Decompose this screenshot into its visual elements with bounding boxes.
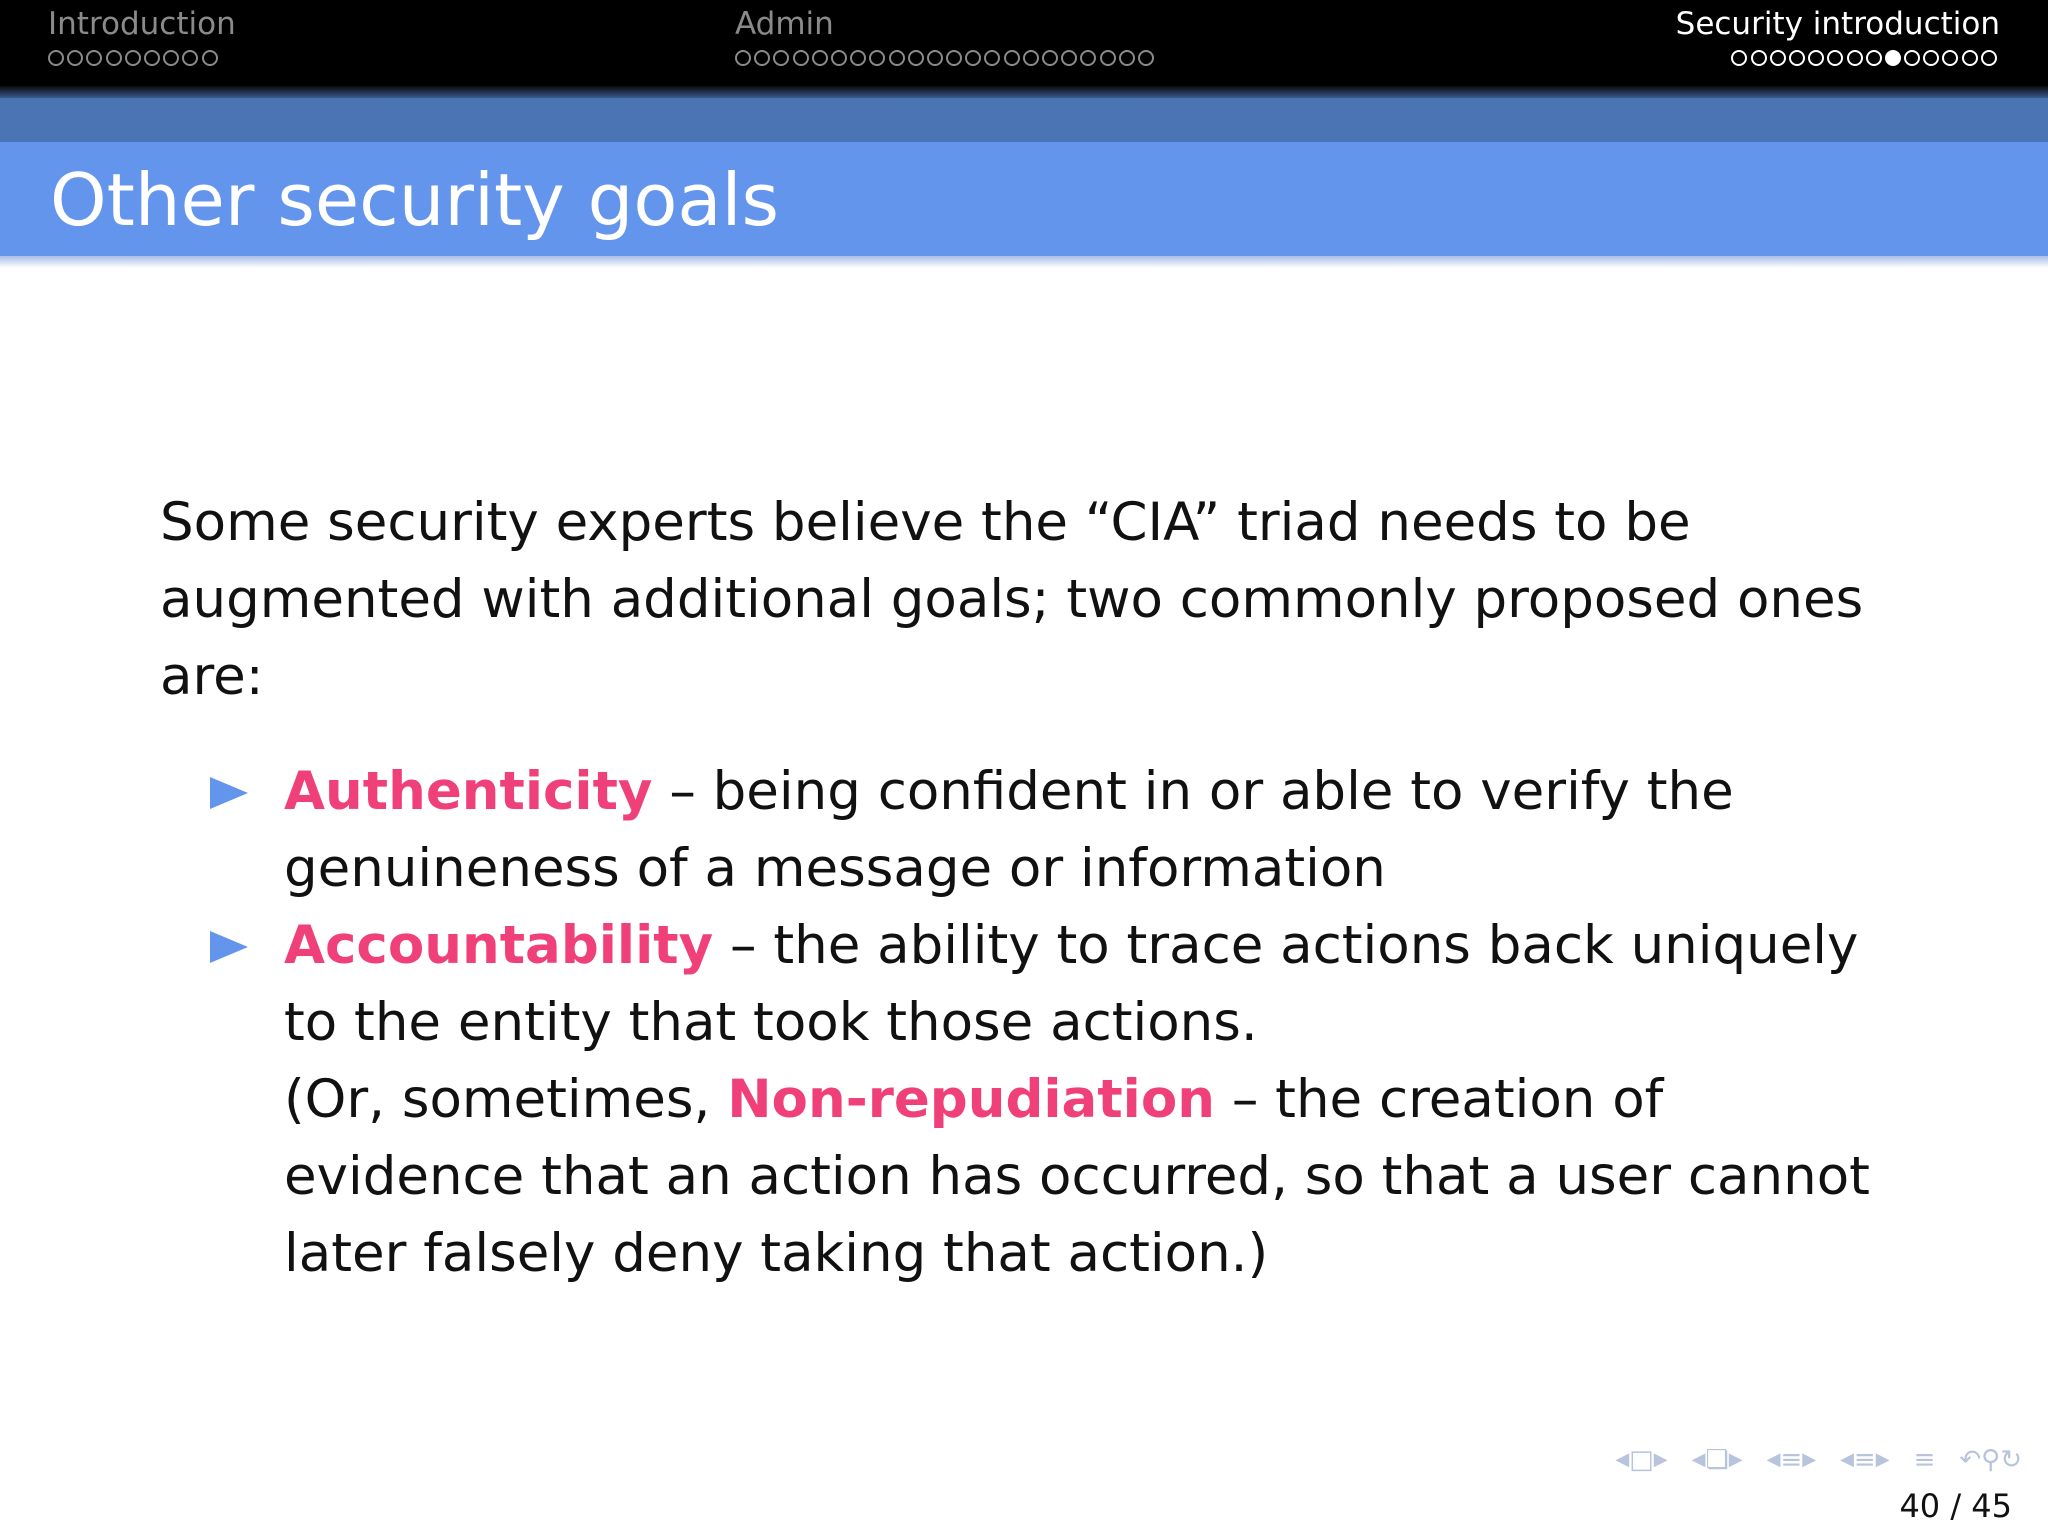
nav-dot[interactable] [1789,50,1805,66]
triangle-bullet-icon [210,777,248,809]
nav-progress-dots [1676,50,2000,70]
nav-section-introduction[interactable] [48,4,236,82]
list-item-authenticity [160,753,1920,907]
nav-dot[interactable] [1904,50,1920,66]
nav-dot[interactable] [125,50,141,66]
nav-dot[interactable] [869,50,885,66]
nav-dot[interactable] [735,50,751,66]
nav-dot[interactable] [1004,50,1020,66]
section-nav-icon[interactable]: ≡ [1853,1445,1876,1475]
term-accountability: Accountability [284,915,714,976]
slide-nav-icon[interactable]: □ [1629,1445,1654,1475]
nav-dot[interactable] [48,50,64,66]
slide-nav-group[interactable] [1615,1442,1667,1478]
nav-dot[interactable] [1923,50,1939,66]
nav-dot[interactable] [965,50,981,66]
nav-dot[interactable] [927,50,943,66]
nav-dot[interactable] [1023,50,1039,66]
subsection-nav-group[interactable] [1767,1442,1816,1478]
back-icon[interactable]: ↶ [1959,1445,1982,1475]
page-current: 40 [1899,1487,1941,1525]
search-icon[interactable]: ⚲ [1981,1445,2001,1475]
header-navigation-bar [0,0,2048,86]
nav-section-title[interactable]: Security introduction [1675,6,2000,42]
nav-dot[interactable] [1942,50,1958,66]
nav-dot[interactable] [984,50,1000,66]
nav-dot[interactable] [1808,50,1824,66]
definition-text: – the ability to trace actions back uniquely to the entity that took those actions. [284,915,1859,1053]
aside-definition-text: – the creation of evidence that an action has occurred, so that a user cannot later falsely deny taking that action.) [284,1069,1870,1284]
left-arrow-icon[interactable]: ◀ [1766,1449,1781,1470]
right-arrow-icon[interactable]: ▶ [1875,1449,1890,1470]
nav-dot[interactable] [831,50,847,66]
page-number [1899,1484,2012,1528]
header-shadow [0,86,2048,98]
left-arrow-icon[interactable]: ◀ [1691,1449,1706,1470]
page-separator: / [1950,1487,1962,1525]
term-authenticity: Authenticity [284,761,653,822]
nav-dot[interactable] [1981,50,1997,66]
nav-dot[interactable] [163,50,179,66]
frame-nav-group[interactable] [1692,1442,1743,1478]
nav-dot[interactable] [1751,50,1767,66]
nav-dot[interactable] [754,50,770,66]
nav-dot[interactable] [1100,50,1116,66]
intro-paragraph: Some security experts believe the “CIA” triad needs to be augmented with additional goals; two commonly proposed ones are: [160,492,1864,707]
nav-dot[interactable] [1847,50,1863,66]
nav-progress-dots [735,50,1157,70]
nav-dot[interactable] [86,50,102,66]
nav-dot-current[interactable] [1885,50,1901,66]
nav-dot[interactable] [850,50,866,66]
term-non-repudiation: Non-repudiation [727,1069,1215,1130]
forward-icon[interactable]: ↻ [2000,1445,2022,1475]
nav-section-title[interactable]: Introduction [48,6,236,42]
nav-dot[interactable] [1827,50,1843,66]
left-arrow-icon[interactable]: ◀ [1615,1449,1630,1470]
nav-dot[interactable] [1119,50,1135,66]
nav-dot[interactable] [793,50,809,66]
list-item-accountability [160,907,1920,1292]
title-band-top [0,98,2048,142]
search-nav-group[interactable] [1959,1442,2022,1478]
frame-nav-icon[interactable]: ❏ [1705,1445,1729,1475]
nav-dot[interactable] [1770,50,1786,66]
left-arrow-icon[interactable]: ◀ [1840,1449,1854,1470]
right-arrow-icon[interactable]: ▶ [1653,1449,1668,1470]
right-arrow-icon[interactable]: ▶ [1728,1449,1743,1470]
nav-dot[interactable] [1061,50,1077,66]
nav-dot[interactable] [1042,50,1058,66]
nav-dot[interactable] [1080,50,1096,66]
bullet-list [160,753,1920,1292]
nav-dot[interactable] [773,50,789,66]
nav-dot[interactable] [202,50,218,66]
document-nav-icon[interactable]: ≡ [1913,1445,1936,1475]
slide-body [160,484,1920,1292]
nav-dot[interactable] [889,50,905,66]
page-total: 45 [1971,1487,2012,1525]
beamer-navigation-symbols [1615,1442,2022,1478]
aside-prefix: (Or, sometimes, [284,1069,728,1130]
section-nav-group[interactable] [1840,1442,1889,1478]
nav-dot[interactable] [946,50,962,66]
nav-dot[interactable] [1962,50,1978,66]
right-arrow-icon[interactable]: ▶ [1802,1449,1817,1470]
nav-dot[interactable] [1138,50,1154,66]
nav-section-security-introduction[interactable] [1676,4,2000,82]
definition-text: – being confident in or able to verify the genuineness of a message or information [284,761,1734,899]
document-nav-group[interactable] [1914,1442,1936,1478]
nav-dot[interactable] [67,50,83,66]
nav-dot[interactable] [908,50,924,66]
nav-section-admin[interactable] [735,4,1157,82]
nav-section-title[interactable]: Admin [735,6,834,42]
nav-progress-dots [48,50,236,70]
page-title: Other security goals [50,158,780,242]
nav-dot[interactable] [812,50,828,66]
nav-dot[interactable] [106,50,122,66]
title-band-shadow [0,256,2048,268]
nav-dot[interactable] [182,50,198,66]
nav-dot[interactable] [1866,50,1882,66]
nav-dot[interactable] [144,50,160,66]
triangle-bullet-icon [210,931,248,963]
subsection-nav-icon[interactable]: ≡ [1780,1445,1803,1475]
nav-dot[interactable] [1731,50,1747,66]
